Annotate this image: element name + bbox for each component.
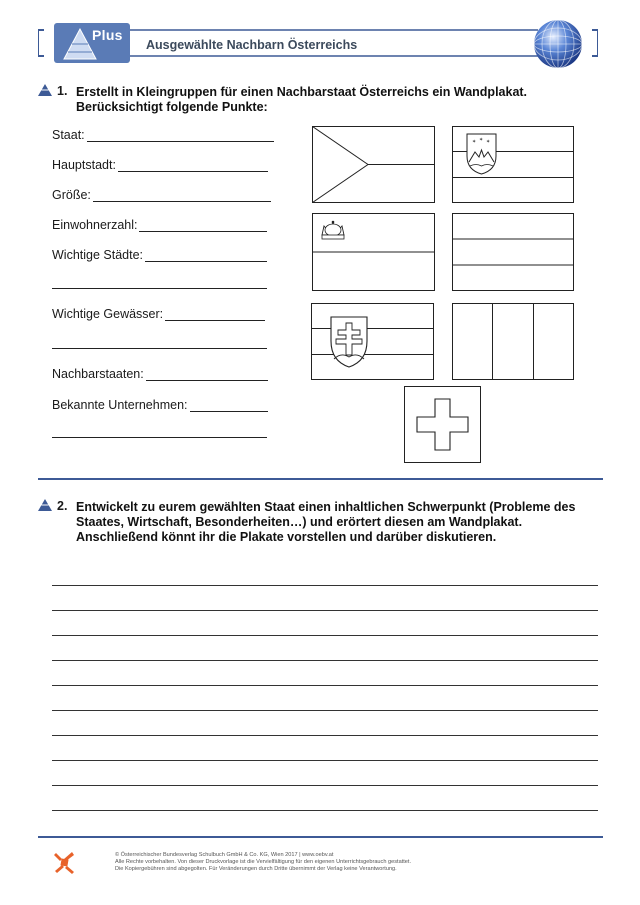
- field-label: Staat:: [52, 128, 85, 142]
- writing-line[interactable]: [52, 635, 598, 636]
- task2-line1: Entwickelt zu eurem gewählten Staat einen inhaltlichen Schwerpunkt (Probleme des: [76, 500, 576, 514]
- writing-line[interactable]: [52, 810, 598, 811]
- svg-text:✶: ✶: [486, 139, 491, 145]
- field-hauptstadt: [52, 156, 268, 172]
- field-wichtige-staedte: [52, 246, 267, 262]
- switzerland-flag-outline[interactable]: [404, 386, 481, 463]
- task2-number: 2.: [57, 499, 68, 513]
- answer-line[interactable]: [139, 218, 267, 232]
- writing-line[interactable]: [52, 735, 598, 736]
- slovakia-coat-of-arms-icon: [331, 317, 367, 367]
- task2-line3: Anschließend könnt ihr die Plakate vorstellen und darüber diskutieren.: [76, 530, 497, 544]
- answer-line[interactable]: [165, 307, 265, 321]
- oebv-logo-icon: [52, 850, 76, 876]
- horizontal-tricolour-flag-outline[interactable]: [452, 213, 574, 291]
- answer-line[interactable]: [146, 367, 268, 381]
- field-groesse: [52, 186, 271, 202]
- footer-divider: [38, 836, 603, 838]
- answer-line[interactable]: [87, 128, 274, 142]
- field-label: Einwohnerzahl:: [52, 218, 138, 232]
- answer-line[interactable]: [145, 248, 267, 262]
- liechtenstein-flag-outline[interactable]: [312, 213, 435, 291]
- footer-line1: © Österreichischer Bundesverlag Schulbuch GmbH & Co. KG, Wien 2017 | www.oebv.at: [115, 852, 334, 858]
- writing-line[interactable]: [52, 585, 598, 586]
- slovenia-coat-of-arms-icon: [467, 134, 496, 174]
- globe-icon: [532, 18, 584, 70]
- field-label: Wichtige Gewässer:: [52, 307, 164, 321]
- field-label: Wichtige Städte:: [52, 248, 144, 262]
- task-triangle-icon: [38, 84, 52, 96]
- footer-line2: Alle Rechte vorbehalten. Von dieser Druckvorlage ist die Vervielfältigung für den eigenen Unterrichtsgebrauch gestattet.: [115, 859, 412, 865]
- writing-line[interactable]: [52, 685, 598, 686]
- writing-line[interactable]: [52, 710, 598, 711]
- field-label: Hauptstadt:: [52, 158, 116, 172]
- answer-line[interactable]: [118, 158, 268, 172]
- writing-line[interactable]: [52, 660, 598, 661]
- field-label: Größe:: [52, 188, 91, 202]
- slovenia-flag-outline[interactable]: [452, 126, 574, 203]
- field-bekannte-unternehmen: [52, 396, 268, 412]
- footer-line3: Die Kopiergebühren sind abgegolten. Für Veränderungen durch Dritte übernimmt der Verlag keine Verantwortung.: [115, 866, 397, 872]
- field-wichtige-gewaesser: [52, 305, 265, 321]
- svg-text:✶: ✶: [472, 139, 477, 145]
- writing-line[interactable]: [52, 785, 598, 786]
- writing-line[interactable]: [52, 610, 598, 611]
- slovakia-flag-outline[interactable]: [311, 303, 434, 380]
- task1-line2: Berücksichtigt folgende Punkte:: [76, 100, 268, 114]
- page-title: Ausgewählte Nachbarn Österreichs: [146, 38, 358, 52]
- answer-line-extra[interactable]: [52, 437, 267, 438]
- italy-flag-outline[interactable]: [452, 303, 574, 380]
- task-triangle-icon: [38, 499, 52, 511]
- field-staat: [52, 126, 274, 142]
- section-divider: [38, 478, 603, 480]
- czech-flag-outline[interactable]: [312, 126, 435, 203]
- field-einwohnerzahl: [52, 216, 267, 232]
- task1-line1: Erstellt in Kleingruppen für einen Nachbarstaat Österreichs ein Wandplakat.: [76, 85, 528, 99]
- writing-line[interactable]: [52, 760, 598, 761]
- footer-copyright: [115, 852, 411, 873]
- task2-line2: Staates, Wirtschaft, Besonderheiten…) und erörtert diesen am Wandplakat.: [76, 515, 523, 529]
- field-label: Bekannte Unternehmen:: [52, 398, 188, 412]
- task1-number: 1.: [57, 84, 68, 98]
- answer-line[interactable]: [190, 398, 268, 412]
- svg-text:✶: ✶: [479, 137, 484, 143]
- answer-line-extra[interactable]: [52, 288, 267, 289]
- field-nachbarstaaten: [52, 365, 268, 381]
- answer-line[interactable]: [93, 188, 271, 202]
- plus-label: Plus: [92, 27, 123, 43]
- answer-line-extra[interactable]: [52, 348, 267, 349]
- field-label: Nachbarstaaten:: [52, 367, 144, 381]
